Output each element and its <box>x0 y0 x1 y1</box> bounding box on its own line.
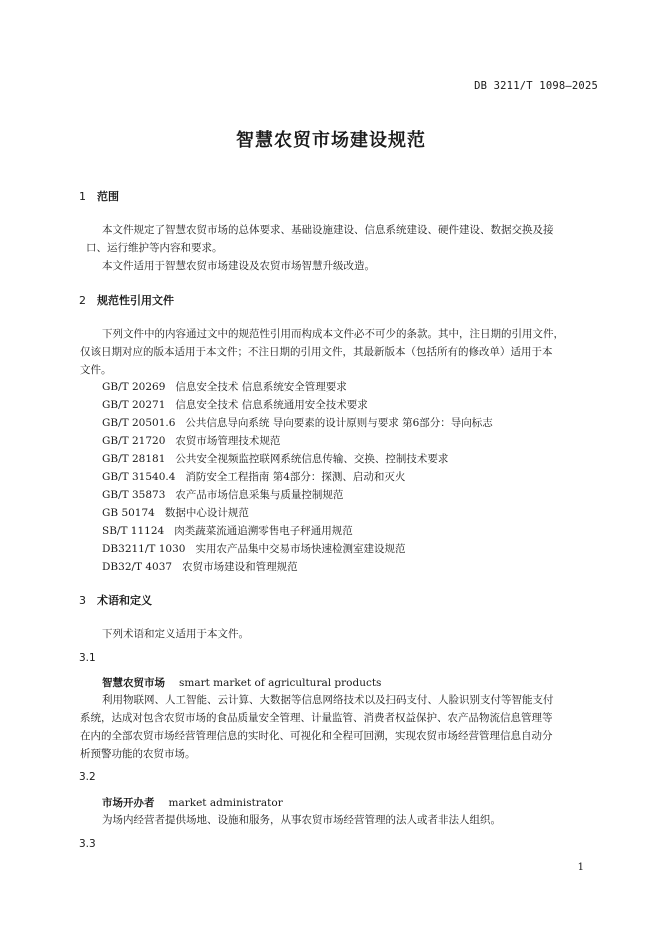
reference-item <box>102 524 353 538</box>
reference-code: GB/T 28181 <box>102 453 166 465</box>
reference-code: GB/T 20269 <box>102 381 166 393</box>
section-heading-scope <box>79 188 119 204</box>
reference-code: GB/T 31540.4 <box>102 471 176 483</box>
section-number: 3 <box>79 594 86 607</box>
reference-name: 农贸市场管理技术规范 <box>175 435 281 447</box>
section-number: 2 <box>79 294 86 307</box>
term-en: smart market of agricultural products <box>179 677 382 689</box>
paragraph-line: 口、运行维护等内容和要求。 <box>86 242 223 254</box>
reference-name: 农产品市场信息采集与质量控制规范 <box>175 489 344 501</box>
reference-item <box>102 398 368 412</box>
reference-name: 公共安全视频监控联网系统信息传输、交换、控制技术要求 <box>175 453 449 465</box>
paragraph-line: 文件。 <box>80 364 112 376</box>
reference-item <box>102 434 280 448</box>
term-zh: 智慧农贸市场 <box>102 677 165 689</box>
section-title: 术语和定义 <box>97 594 152 607</box>
reference-item <box>102 380 347 394</box>
reference-item <box>102 416 493 430</box>
paragraph-line: 仅该日期对应的版本适用于本文件；不注日期的引用文件，其最新版本（包括所有的修改单）适用于本 <box>80 346 553 358</box>
section-number: 1 <box>79 190 86 203</box>
term-en: market administrator <box>168 797 283 809</box>
reference-item <box>102 560 298 574</box>
reference-code: GB/T 21720 <box>102 435 166 447</box>
reference-code: GB/T 20271 <box>102 399 166 411</box>
reference-name: 信息安全技术 信息系统安全管理要求 <box>175 381 347 393</box>
section-title: 规范性引用文件 <box>97 294 174 307</box>
document-title: 智慧农贸市场建设规范 <box>236 130 426 151</box>
paragraph-line: 下列文件中的内容通过文中的规范性引用而构成本文件必不可少的条款。其中，注日期的引用文件， <box>102 328 564 340</box>
reference-code: DB32/T 4037 <box>102 561 173 573</box>
reference-item <box>102 452 448 466</box>
term-number: 3.2 <box>79 771 96 783</box>
term-number: 3.1 <box>79 652 96 664</box>
reference-name: 消防安全工程指南 第4部分：探测、启动和灭火 <box>185 471 406 483</box>
term-heading <box>102 795 283 810</box>
reference-name: 农贸市场建设和管理规范 <box>182 561 298 573</box>
definition-line: 为场内经营者提供场地、设施和服务，从事农贸市场经营管理的法人或者非法人组织。 <box>102 814 501 826</box>
reference-code: SB/T 11124 <box>102 525 165 537</box>
reference-code: DB3211/T 1030 <box>102 543 186 555</box>
reference-name: 公共信息导向系统 导向要素的设计原则与要求 第6部分：导向标志 <box>185 417 493 429</box>
reference-code: GB/T 20501.6 <box>102 417 176 429</box>
paragraph-line: 本文件适用于智慧农贸市场建设及农贸市场智慧升级改造。 <box>102 260 375 272</box>
section-heading-normative-refs <box>79 292 174 308</box>
paragraph-line: 下列术语和定义适用于本文件。 <box>102 628 249 640</box>
reference-item <box>102 542 405 556</box>
term-heading <box>102 675 381 690</box>
definition-line: 析预警功能的农贸市场。 <box>80 748 196 760</box>
section-heading-terms <box>79 592 152 608</box>
paragraph-line: 本文件规定了智慧农贸市场的总体要求、基础设施建设、信息系统建设、硬件建设、数据交换及接 <box>102 224 554 236</box>
reference-code: GB/T 35873 <box>102 489 166 501</box>
reference-name: 数据中心设计规范 <box>164 507 249 519</box>
reference-name: 实用农产品集中交易市场快速检测室建设规范 <box>195 543 406 555</box>
reference-item <box>102 506 249 520</box>
section-title: 范围 <box>97 190 119 203</box>
reference-item <box>102 488 343 502</box>
reference-code: GB 50174 <box>102 507 155 519</box>
definition-line: 利用物联网、人工智能、云计算、大数据等信息网络技术以及扫码支付、人脸识别支付等智能支付 <box>102 694 554 706</box>
reference-name: 肉类蔬菜流通追溯零售电子秤通用规范 <box>174 525 353 537</box>
term-number: 3.3 <box>79 838 96 850</box>
reference-item <box>102 470 405 484</box>
standard-code: DB 3211/T 1098—2025 <box>474 80 598 92</box>
reference-name: 信息安全技术 信息系统通用安全技术要求 <box>175 399 368 411</box>
definition-line: 系统，达成对包含农贸市场的食品质量安全管理、计量监管、消费者权益保护、农产品物流信息管理等 <box>80 712 553 724</box>
definition-line: 在内的全部农贸市场经营管理信息的实时化、可视化和全程可回溯，实现农贸市场经营管理信息自动分 <box>80 730 553 742</box>
term-zh: 市场开办者 <box>102 797 155 809</box>
page-number: 1 <box>577 862 584 873</box>
